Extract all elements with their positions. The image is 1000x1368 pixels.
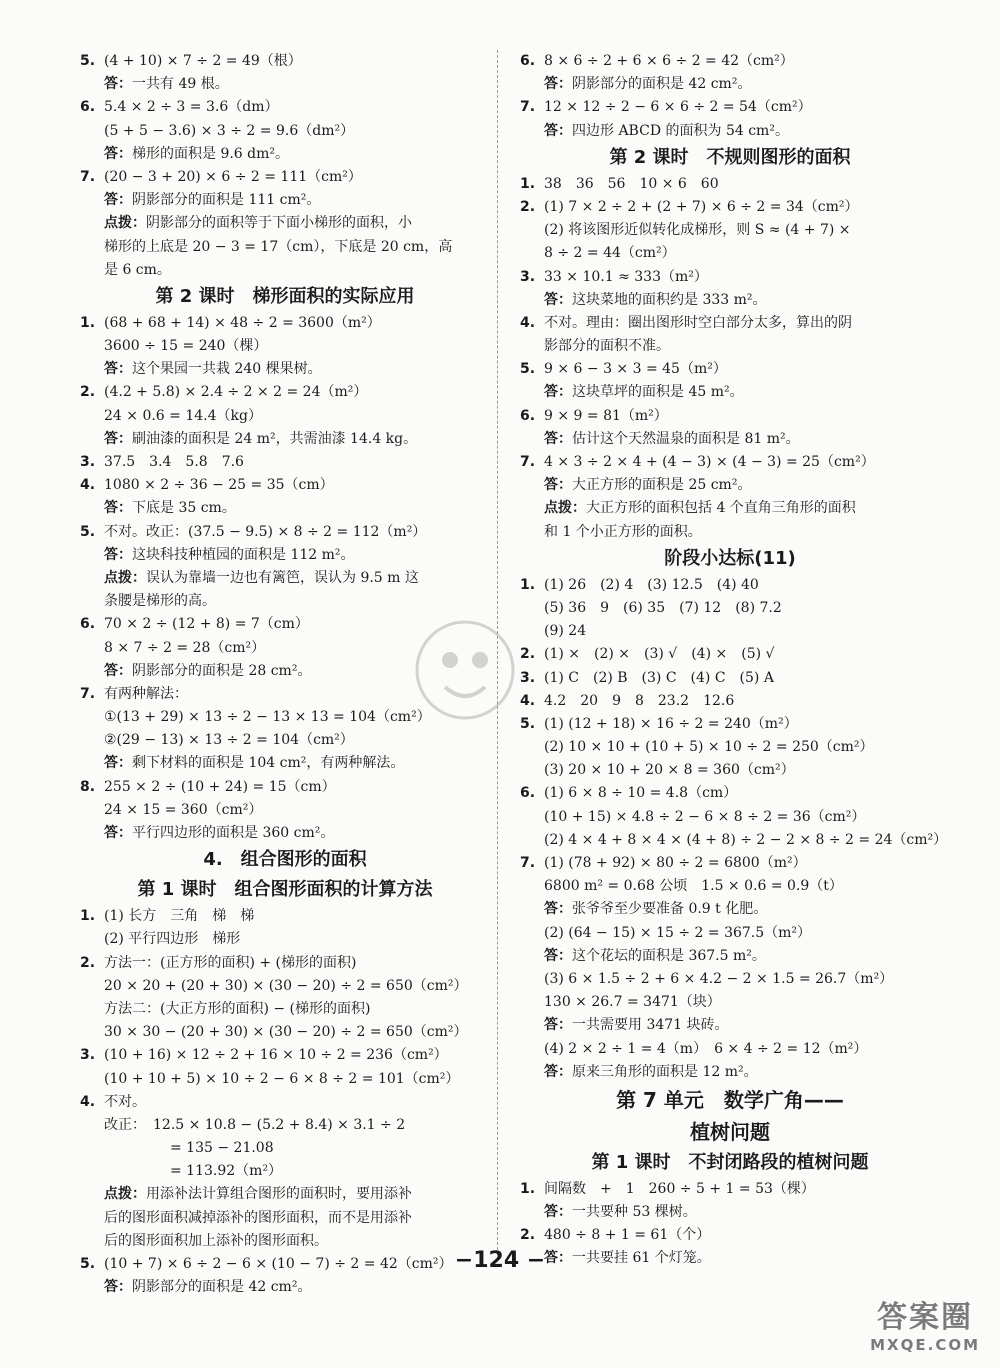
- answer-line: [520, 1014, 940, 1037]
- answer-text: 130 × 26.7 = 3471（块）: [544, 994, 721, 1011]
- answer-text: 不对。理由：圈出图形时空白部分太多，算出的阴: [544, 314, 852, 331]
- answer-text: 答：这块科技种植园的面积是 112 m²。: [104, 546, 355, 563]
- answer-line: [520, 312, 940, 335]
- answer-text: (1) 26 (2) 4 (3) 12.5 (4) 40: [544, 576, 759, 593]
- answer-text: 12 × 12 ÷ 2 − 6 × 6 ÷ 2 = 54（cm²）: [544, 99, 812, 116]
- question-number: 4.: [520, 692, 536, 709]
- answer-text: 有两种解法：: [104, 685, 188, 702]
- answer-text: (3) 20 × 10 + 20 × 8 = 360（cm²）: [544, 762, 795, 779]
- question-number: 3.: [80, 1047, 96, 1064]
- answer-line: [520, 968, 940, 991]
- answer-line: [80, 143, 490, 166]
- answer-text: (1) 长方 三角 梯 梯: [104, 908, 255, 925]
- answer-text: 37.5 3.4 5.8 7.6: [104, 454, 244, 470]
- answer-text: 4.2 20 9 8 23.2 12.6: [544, 692, 735, 709]
- answer-line: [520, 875, 940, 898]
- answer-line: [520, 643, 940, 666]
- answer-line: [80, 451, 490, 474]
- answer-text: 480 ÷ 8 + 1 = 61（个）: [544, 1227, 711, 1244]
- question-number: 3.: [520, 268, 536, 285]
- answer-line: [80, 544, 490, 567]
- answer-text: 答：这块菜地的面积约是 333 m²。: [544, 291, 767, 308]
- answer-line: [520, 898, 940, 921]
- section-heading: 第 1 课时 组合图形面积的计算方法: [137, 879, 433, 901]
- answer-text: (1) 6 × 8 ÷ 10 = 4.8（cm）: [544, 785, 738, 802]
- answer-line: [520, 266, 940, 289]
- answer-line: [80, 358, 490, 381]
- answer-text: 答：原来三角形的面积是 12 m²。: [544, 1063, 758, 1080]
- answer-text: 答：平行四边形的面积是 360 cm²。: [104, 825, 335, 841]
- answer-text: 答：这个果园一共栽 240 棵果树。: [104, 361, 322, 378]
- answer-text: 1080 × 2 ÷ 36 − 25 = 35（cm）: [104, 477, 334, 494]
- answer-text: 答：刷油漆的面积是 24 m²，共需油漆 14.4 kg。: [104, 430, 418, 447]
- answer-line: [80, 120, 490, 143]
- answer-text: 间隔数 + 1 260 ÷ 5 + 1 = 53（棵）: [544, 1180, 815, 1197]
- answer-line: [80, 1068, 490, 1091]
- answer-text: (1) 7 × 2 ÷ 2 + (2 + 7) × 6 ÷ 2 = 34（cm²）: [544, 198, 859, 215]
- answer-line: [520, 73, 940, 96]
- answer-line: [80, 1114, 490, 1137]
- answer-text: = 113.92（m²）: [128, 1163, 283, 1180]
- answer-text: (4.2 + 5.8) × 2.4 ÷ 2 × 2 = 24（m²）: [104, 384, 368, 401]
- answer-line: [80, 776, 490, 799]
- answer-line: [520, 991, 940, 1014]
- question-number: 3.: [520, 669, 536, 686]
- answer-line: [80, 73, 490, 96]
- answer-line: [520, 1178, 940, 1201]
- question-number: 2.: [520, 1227, 536, 1244]
- question-number: 4.: [80, 477, 96, 494]
- question-number: 1.: [80, 314, 96, 331]
- question-number: 5.: [80, 523, 96, 540]
- answer-text: 答：大正方形的面积是 25 cm²。: [544, 477, 752, 494]
- question-number: 8.: [80, 778, 96, 795]
- question-number: 2.: [80, 384, 96, 401]
- answer-line: [520, 945, 940, 968]
- answer-text: 8 ÷ 2 = 44（cm²）: [544, 245, 676, 262]
- site-watermark: [870, 1292, 980, 1354]
- answer-text: 答：四边形 ABCD 的面积为 54 cm²。: [544, 122, 789, 139]
- answer-text: 8 × 7 ÷ 2 = 28（cm²）: [104, 639, 266, 656]
- answer-text: 答：一共有 49 根。: [104, 76, 229, 93]
- answer-line: [80, 1137, 490, 1160]
- question-number: 2.: [520, 646, 536, 663]
- answer-line: [520, 358, 940, 381]
- answer-text: 答：阴影部分的面积是 28 cm²。: [104, 662, 312, 679]
- answer-line: [80, 952, 490, 975]
- answer-text: 不对。改正：(37.5 − 9.5) × 8 ÷ 2 = 112（m²）: [104, 523, 427, 540]
- answer-text: (10 + 16) × 12 ÷ 2 + 16 × 10 ÷ 2 = 236（cm²）: [104, 1047, 448, 1064]
- answer-line: [80, 975, 490, 998]
- section-heading: 第 2 课时 梯形面积的实际应用: [155, 285, 415, 307]
- answer-line: [520, 120, 940, 143]
- answer-line: [520, 759, 940, 782]
- answer-line: [520, 782, 940, 805]
- answer-text: (68 + 68 + 14) × 48 ÷ 2 = 3600（m²）: [104, 314, 381, 331]
- answer-line: [520, 1201, 940, 1224]
- answer-line: [80, 521, 490, 544]
- answer-line: [80, 905, 490, 928]
- answer-line: [520, 521, 940, 544]
- answer-text: 70 × 2 ÷ (12 + 8) = 7（cm）: [104, 616, 309, 633]
- answer-text: (5) 36 9 (6) 35 (7) 12 (8) 7.2: [544, 599, 782, 616]
- right-column: [520, 50, 948, 1271]
- question-number: 1.: [520, 175, 536, 192]
- answer-line: [80, 799, 490, 822]
- answer-text: 答：张爷爷至少要准备 0.9 t 化肥。: [544, 901, 768, 918]
- answer-text: 改正： 12.5 × 10.8 − (5.2 + 8.4) × 3.1 ÷ 2: [104, 1116, 406, 1133]
- answer-text: (10 + 10 + 5) × 10 ÷ 2 − 6 × 8 ÷ 2 = 101（cm²）: [104, 1070, 460, 1087]
- answer-line: [80, 96, 490, 119]
- answer-text: 后的图形面积减掉添补的图形面积，而不是用添补: [104, 1209, 412, 1226]
- answer-text: (20 − 3 + 20) × 6 ÷ 2 = 111（cm²）: [104, 168, 362, 185]
- answer-line: [520, 497, 940, 520]
- answer-text: 答：下底是 35 cm。: [104, 500, 236, 517]
- answer-text: 条腰是梯形的高。: [104, 593, 216, 610]
- answer-line: [80, 752, 490, 775]
- answer-line: [520, 852, 940, 875]
- answer-text: 30 × 30 − (20 + 30) × (30 − 20) ÷ 2 = 650（cm²）: [104, 1024, 468, 1041]
- answer-line: [520, 667, 940, 690]
- answer-text: 5.4 × 2 ÷ 3 = 3.6（dm）: [104, 99, 279, 116]
- question-number: 6.: [520, 407, 536, 424]
- answer-text: 答：一共要挂 61 个灯笼。: [544, 1250, 711, 1267]
- answer-text: 是 6 cm。: [104, 261, 171, 278]
- watermark-url: MXQE.COM: [870, 1336, 980, 1354]
- question-number: 7.: [80, 685, 96, 702]
- answer-text: 答：一共需要用 3471 块砖。: [544, 1017, 729, 1034]
- answer-text: 方法二：(大正方形的面积) − (梯形的面积): [104, 1000, 371, 1017]
- answer-text: (2) 4 × 4 + 8 × 4 × (4 + 8) ÷ 2 − 2 × 8 ÷ 2 = 24（cm²）: [544, 831, 948, 848]
- answer-line: [520, 428, 940, 451]
- answer-line: [520, 289, 940, 312]
- answer-text: (2) 10 × 10 + (10 + 5) × 10 ÷ 2 = 250（cm²）: [544, 739, 874, 756]
- answer-text: 24 × 15 = 360（cm²）: [104, 801, 263, 818]
- answer-text: 9 × 6 − 3 × 3 = 45（m²）: [544, 361, 727, 378]
- answer-text: (1) (12 + 18) × 16 ÷ 2 = 240（m²）: [544, 715, 798, 732]
- answer-text: 20 × 20 + (20 + 30) × (30 − 20) ÷ 2 = 650（cm²）: [104, 977, 468, 994]
- question-number: 6.: [520, 53, 536, 69]
- answer-text: 答：这个花坛的面积是 367.5 m²。: [544, 947, 766, 964]
- answer-text: 8 × 6 ÷ 2 + 6 × 6 ÷ 2 = 42（cm²）: [544, 53, 794, 69]
- question-number: 1.: [520, 576, 536, 593]
- answer-text: 点拨：大正方形的面积包括 4 个直角三角形的面积: [544, 500, 856, 517]
- answer-text: 后的图形面积加上添补的图形面积。: [104, 1232, 328, 1249]
- question-number: 7.: [520, 855, 536, 871]
- answer-line: [520, 806, 940, 829]
- answer-line: [80, 497, 490, 520]
- question-number: 1.: [80, 908, 96, 925]
- answer-line: [80, 428, 490, 451]
- answer-line: [520, 50, 940, 73]
- question-number: 5.: [80, 1256, 96, 1272]
- unit-heading: 植树问题: [690, 1119, 770, 1144]
- answer-text: (4 + 10) × 7 ÷ 2 = 49（根）: [104, 53, 302, 69]
- answer-line: [80, 335, 490, 358]
- answer-text: 答：一共要种 53 棵树。: [544, 1204, 697, 1221]
- answer-line: [520, 405, 940, 428]
- question-number: 5.: [520, 361, 536, 378]
- answer-text: (10 + 7) × 6 ÷ 2 − 6 × (10 − 7) ÷ 2 = 42（cm²）: [104, 1256, 453, 1272]
- answer-line: [520, 736, 940, 759]
- answer-text: 点拨：误认为靠墙一边也有篱笆，误认为 9.5 m 这: [104, 569, 419, 586]
- answer-text: = 135 − 21.08: [128, 1140, 274, 1157]
- answer-line: [80, 312, 490, 335]
- answer-line: [520, 1224, 940, 1247]
- answer-text: (1) (78 + 92) × 80 ÷ 2 = 6800（m²）: [544, 855, 807, 871]
- answer-text: ①(13 + 29) × 13 ÷ 2 − 13 × 13 = 104（cm²）: [104, 709, 431, 726]
- answer-line: [520, 381, 940, 404]
- question-number: 7.: [520, 454, 536, 470]
- answer-text: (10 + 15) × 4.8 ÷ 2 − 6 × 8 ÷ 2 = 36（cm²）: [544, 808, 866, 825]
- question-number: 2.: [520, 198, 536, 215]
- answer-line: [80, 1091, 490, 1114]
- answer-text: (4) 2 × 2 ÷ 1 = 4（m） 6 × 4 ÷ 2 = 12（m²）: [544, 1040, 868, 1057]
- answer-line: [80, 1183, 490, 1206]
- answer-line: [80, 998, 490, 1021]
- answer-line: [80, 590, 490, 613]
- answer-line: [520, 690, 940, 713]
- answer-text: 影部分的面积不准。: [544, 338, 670, 355]
- mascot-watermark-icon: [380, 615, 550, 725]
- answer-line: [520, 574, 940, 597]
- answer-text: (9) 24: [544, 623, 587, 640]
- answer-line: [520, 242, 940, 265]
- answer-line: [80, 822, 490, 845]
- answer-line: [80, 381, 490, 404]
- answer-text: 答：梯形的面积是 9.6 dm²。: [104, 145, 290, 162]
- answer-line: [520, 922, 940, 945]
- answer-text: (2) (64 − 15) × 15 ÷ 2 = 367.5（m²）: [544, 924, 812, 941]
- answer-line: [80, 1207, 490, 1230]
- section-heading: 第 1 课时 不封闭路段的植树问题: [591, 1151, 869, 1173]
- answer-text: 答：这块草坪的面积是 45 m²。: [544, 384, 744, 401]
- question-number: 4.: [80, 1093, 96, 1110]
- answer-line: [80, 1160, 490, 1183]
- answer-text: 3600 ÷ 15 = 240（棵）: [104, 338, 268, 355]
- answer-text: 答：阴影部分的面积是 42 cm²。: [544, 76, 752, 93]
- answer-line: [520, 1061, 940, 1084]
- answer-line: [520, 196, 940, 219]
- answer-text: (5 + 5 − 3.6) × 3 ÷ 2 = 9.6（dm²）: [104, 122, 355, 139]
- section-heading: 阶段小达标(11): [664, 547, 796, 569]
- answer-line: [520, 713, 940, 736]
- answer-text: 答：阴影部分的面积是 42 cm²。: [104, 1279, 312, 1296]
- answer-text: 38 36 56 10 × 6 60: [544, 175, 719, 192]
- answer-line: [520, 173, 940, 196]
- answer-text: 不对。: [104, 1093, 146, 1110]
- answer-line: [80, 189, 490, 212]
- answer-line: [80, 405, 490, 428]
- answer-line: [520, 219, 940, 242]
- question-number: 3.: [80, 454, 96, 470]
- answer-text: (2) 将该图形近似转化成梯形，则 S ≈ (4 + 7) ×: [544, 222, 851, 239]
- answer-line: [80, 259, 490, 282]
- answer-text: 答：阴影部分的面积是 111 cm²。: [104, 192, 321, 209]
- answer-text: 33 × 10.1 ≈ 333（m²）: [544, 268, 708, 285]
- answer-line: [80, 212, 490, 235]
- answer-text: 方法一：(正方形的面积) + (梯形的面积): [104, 954, 357, 971]
- unit-heading: 第 7 单元 数学广角——: [616, 1087, 844, 1112]
- answer-text: (1) C (2) B (3) C (4) C (5) A: [544, 669, 774, 686]
- question-number: 6.: [80, 99, 96, 116]
- page-number: −124 −: [454, 1248, 546, 1273]
- answer-text: 9 × 9 = 81（m²）: [544, 407, 668, 424]
- answer-line: [80, 1044, 490, 1067]
- answer-text: 和 1 个小正方形的面积。: [544, 523, 702, 540]
- answer-text: 6800 m² = 0.68 公顷 1.5 × 0.6 = 0.9（t）: [544, 878, 843, 895]
- answer-line: [520, 335, 940, 358]
- answer-line: [80, 928, 490, 951]
- answer-text: (1) × (2) × (3) √ (4) × (5) √: [544, 646, 775, 663]
- question-number: 2.: [80, 954, 96, 971]
- question-number: 6.: [80, 616, 96, 633]
- answer-text: 点拨：阴影部分的面积等于下面小梯形的面积，小: [104, 215, 412, 232]
- question-number: 1.: [520, 1180, 536, 1197]
- answer-line: [520, 829, 948, 852]
- answer-line: [520, 474, 940, 497]
- question-number: 7.: [520, 99, 536, 116]
- answer-line: [520, 597, 940, 620]
- answer-line: [80, 729, 490, 752]
- answer-line: [80, 1276, 490, 1299]
- question-number: 4.: [520, 314, 536, 331]
- question-number: 5.: [520, 715, 536, 732]
- answer-line: [80, 50, 490, 73]
- section-heading: 4. 组合图形的面积: [203, 849, 367, 871]
- section-heading: 第 2 课时 不规则图形的面积: [609, 146, 851, 168]
- answer-text: 点拨：用添补法计算组合图形的面积时，要用添补: [104, 1186, 412, 1203]
- answer-text: (2) 平行四边形 梯形: [104, 931, 241, 948]
- question-number: 7.: [80, 168, 96, 185]
- question-number: 5.: [80, 53, 96, 69]
- answer-line: [520, 620, 940, 643]
- answer-line: [80, 567, 490, 590]
- answer-text: 答：剩下材料的面积是 104 cm²，有两种解法。: [104, 755, 405, 772]
- answer-text: 255 × 2 ÷ (10 + 24) = 15（cm）: [104, 778, 336, 795]
- answer-line: [80, 236, 490, 259]
- answer-text: 24 × 0.6 = 14.4（kg）: [104, 407, 262, 424]
- answer-text: 梯形的上底是 20 − 3 = 17（cm），下底是 20 cm，高: [104, 238, 453, 255]
- question-number: 6.: [520, 785, 536, 802]
- answer-line: [520, 451, 940, 474]
- answer-text: ②(29 − 13) × 13 ÷ 2 = 104（cm²）: [104, 732, 354, 749]
- watermark-logo-text: 答案圈: [877, 1300, 974, 1335]
- answer-line: [520, 96, 940, 119]
- answer-line: [80, 1021, 490, 1044]
- answer-text: 4 × 3 ÷ 2 × 4 + (4 − 3) × (4 − 3) = 25（cm²）: [544, 454, 875, 470]
- answer-line: [80, 166, 490, 189]
- answer-text: (3) 6 × 1.5 ÷ 2 + 6 × 4.2 − 2 × 1.5 = 26.7（m²）: [544, 970, 894, 987]
- answer-line: [80, 474, 490, 497]
- answer-text: 答：估计这个天然温泉的面积是 81 m²。: [544, 430, 800, 447]
- answer-line: [520, 1038, 940, 1061]
